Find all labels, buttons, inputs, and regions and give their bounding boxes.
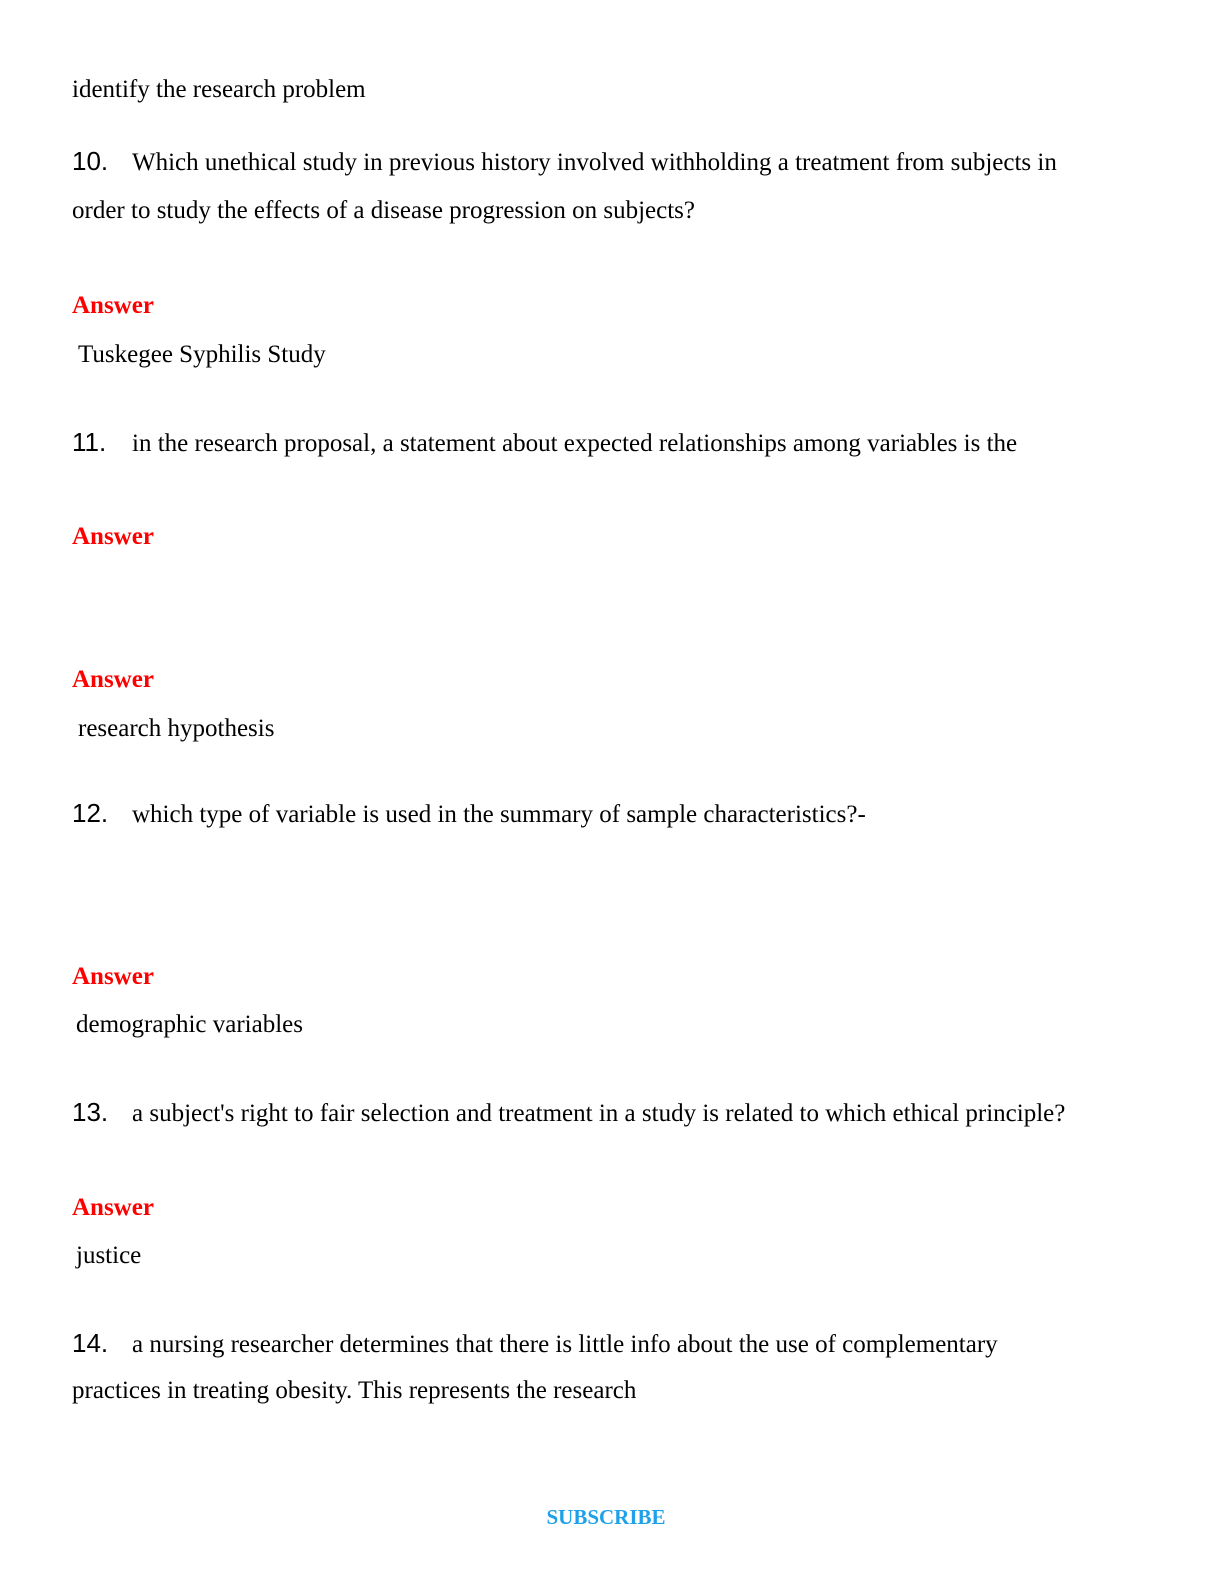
question-10 (72, 146, 1057, 178)
answer-label: Answer (72, 292, 154, 319)
question-text: in the research proposal, a statement about expected relationships among variables is the (132, 430, 1018, 457)
answer-label: Answer (72, 666, 154, 693)
answer-text: Tuskegee Syphilis Study (78, 341, 326, 368)
question-14 (72, 1328, 998, 1360)
question-number: 12. (72, 798, 109, 828)
question-10-continuation: order to study the effects of a disease progression on subjects? (72, 197, 695, 224)
answer-text: research hypothesis (78, 715, 275, 742)
question-number: 13. (72, 1097, 109, 1127)
question-number: 14. (72, 1328, 109, 1358)
answer-label: Answer (72, 963, 154, 990)
intro-text: identify the research problem (72, 76, 366, 103)
question-text: Which unethical study in previous history involved withholding a treatment from subjects in (132, 149, 1057, 176)
question-text: which type of variable is used in the summary of sample characteristics?- (132, 801, 866, 828)
answer-label: Answer (72, 1194, 154, 1221)
question-text: a nursing researcher determines that there is little info about the use of complementary (132, 1331, 998, 1358)
answer-label: Answer (72, 523, 154, 550)
question-12 (72, 798, 866, 830)
question-number: 10. (72, 146, 109, 176)
answer-text: justice (76, 1242, 142, 1269)
question-number: 11. (72, 427, 107, 457)
subscribe-link[interactable]: SUBSCRIBE (546, 1505, 666, 1529)
question-text: a subject's right to fair selection and treatment in a study is related to which ethical principle? (132, 1100, 1066, 1127)
question-13 (72, 1097, 1065, 1129)
question-14-continuation: practices in treating obesity. This represents the research (72, 1377, 637, 1404)
question-11 (72, 427, 1017, 459)
answer-text: demographic variables (76, 1011, 303, 1038)
